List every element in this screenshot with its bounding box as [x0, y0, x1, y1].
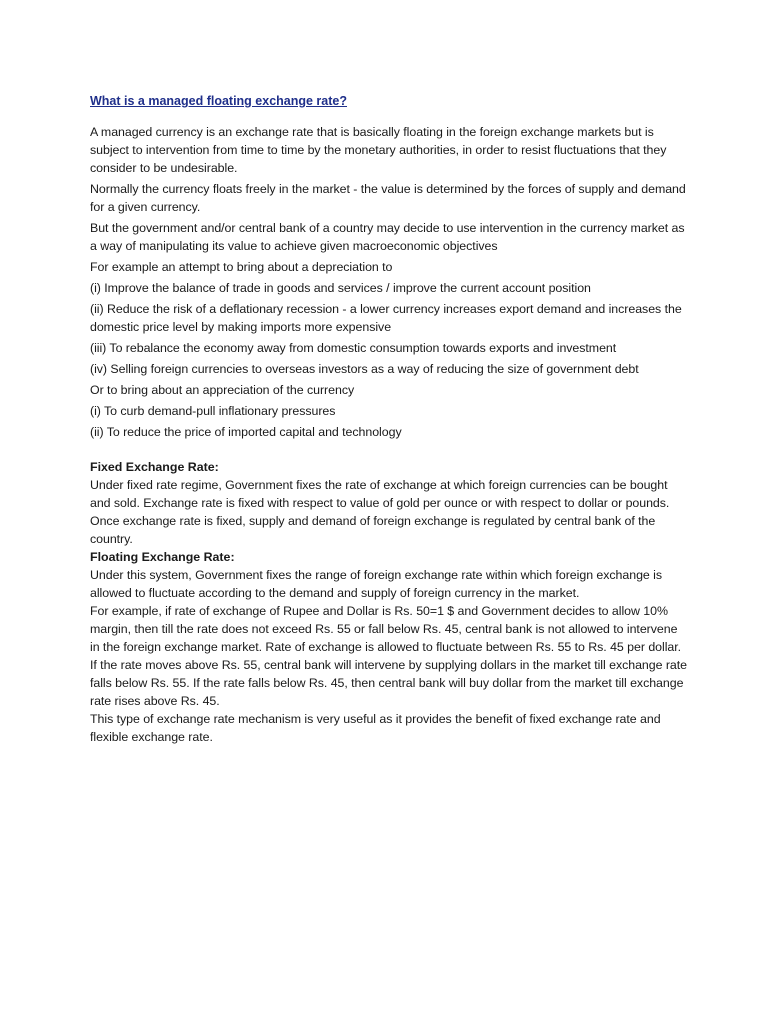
floating-rate-paragraph: Under this system, Government fixes the range of foreign exchange rate within which foreign exchange is allowed to fluctuate according to the demand and supply of foreign currency in the market. — [90, 568, 663, 600]
paragraph: Normally the currency floats freely in the market - the value is determined by the forces of supply and demand for a given currency. — [90, 182, 686, 214]
paragraph: For example an attempt to bring about a depreciation to — [90, 260, 393, 274]
paragraph: Or to bring about an appreciation of the currency — [90, 383, 355, 397]
list-item: (ii) To reduce the price of imported capital and technology — [90, 425, 402, 439]
list-item: (iv) Selling foreign currencies to overseas investors as a way of reducing the size of government debt — [90, 362, 639, 376]
exchange-rate-types-section — [90, 458, 690, 746]
list-item: (i) Improve the balance of trade in goods and services / improve the current account position — [90, 281, 591, 295]
paragraph: A managed currency is an exchange rate that is basically floating in the foreign exchange markets but is subject to intervention from time to time by the monetary authorities, in order to resist fluctuations that they consider to be undesirable. — [90, 125, 667, 175]
document-title: What is a managed floating exchange rate? — [90, 94, 348, 108]
floating-rate-heading: Floating Exchange Rate: — [90, 550, 235, 564]
fixed-rate-paragraph: Under fixed rate regime, Government fixes the rate of exchange at which foreign currencies can be bought and sold. Exchange rate is fixed with respect to value of gold per ounce or with respect to dollar or pounds. Once exchange rate is fixed, supply and demand of foreign exchange is regulated by central bank of the country. — [90, 478, 670, 546]
managed-float-section — [90, 123, 690, 441]
fixed-rate-heading: Fixed Exchange Rate: — [90, 460, 219, 474]
paragraph: But the government and/or central bank of a country may decide to use intervention in the currency market as a way of manipulating its value to achieve given macroeconomic objectives — [90, 221, 685, 253]
list-item: (i) To curb demand-pull inflationary pressures — [90, 404, 336, 418]
floating-rate-paragraph: This type of exchange rate mechanism is very useful as it provides the benefit of fixed exchange rate and flexible exchange rate. — [90, 712, 661, 744]
list-item: (iii) To rebalance the economy away from domestic consumption towards exports and investment — [90, 341, 617, 355]
list-item: (ii) Reduce the risk of a deflationary recession - a lower currency increases export demand and increases the domestic price level by making imports more expensive — [90, 302, 682, 334]
floating-rate-paragraph: If the rate moves above Rs. 55, central bank will intervene by supplying dollars in the market till exchange rate falls below Rs. 55. If the rate falls below Rs. 45, then central bank will buy dollar from the market till exchange rate rises above Rs. 45. — [90, 658, 687, 708]
floating-rate-paragraph: For example, if rate of exchange of Rupee and Dollar is Rs. 50=1 $ and Government decides to allow 10% margin, then till the rate does not exceed Rs. 55 or fall below Rs. 45, central bank is not allowed to intervene in the foreign exchange market. Rate of exchange is allowed to fluctuate between Rs. 55 to Rs. 45 per dollar. — [90, 604, 682, 654]
document-page — [90, 93, 690, 746]
